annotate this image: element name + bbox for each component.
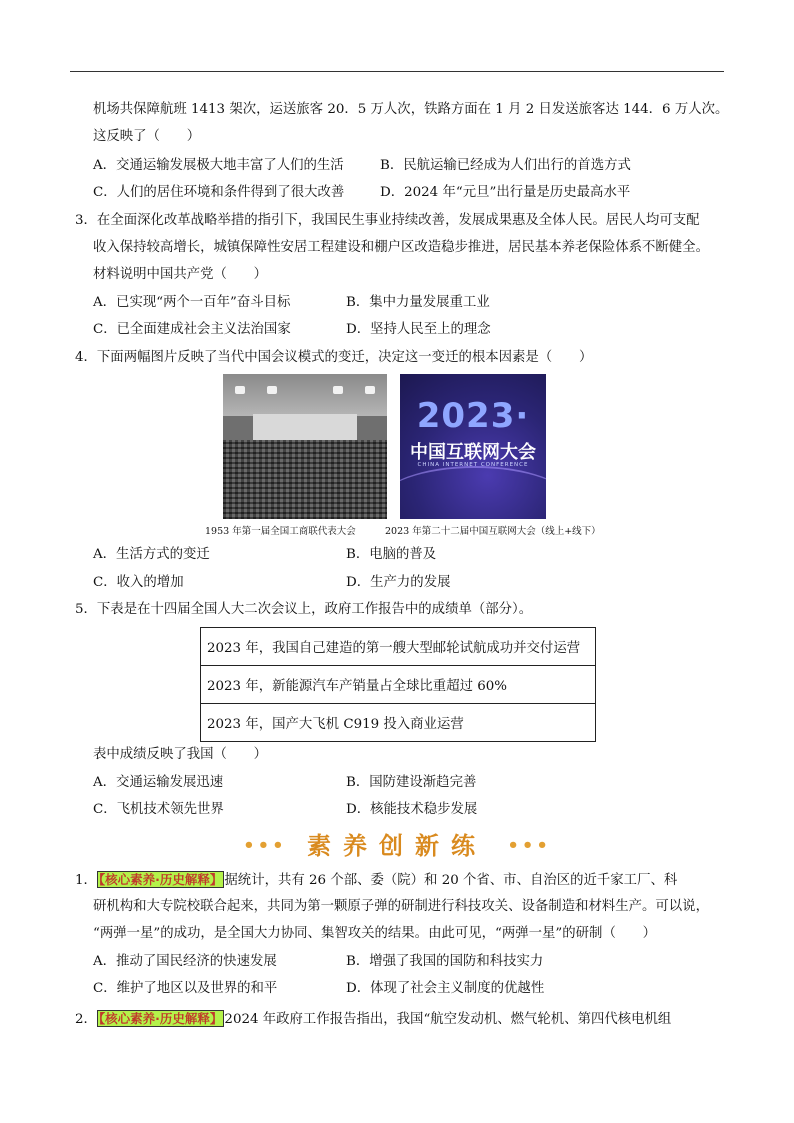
q3-option-c[interactable]: C．已全面建成社会主义法治国家 <box>93 322 291 337</box>
poster-subtitle: CHINA INTERNET CONFERENCE <box>417 462 529 468</box>
banner-dots-right: ••• <box>507 835 551 856</box>
p1-option-b[interactable]: B．增强了我国的国防和科技实力 <box>346 954 544 969</box>
q4-option-d[interactable]: D．生产力的发展 <box>346 575 451 590</box>
section-banner <box>0 826 794 861</box>
q3-option-d[interactable]: D．坚持人民至上的理念 <box>346 322 491 337</box>
q5-option-c[interactable]: C．飞机技术领先世界 <box>93 802 224 817</box>
table-cell: 2023 年，国产大飞机 C919 投入商业运营 <box>201 704 596 742</box>
q4-text-line-1: 4．下面两幅图片反映了当代中国会议模式的变迁，决定这一变迁的根本因素是（ ） <box>75 350 593 365</box>
p1-option-d[interactable]: D．体现了社会主义制度的优越性 <box>346 981 545 996</box>
p1-text: 据统计，共有 26 个部、委（院）和 20 个省、市、自治区的近千家工厂、科 <box>224 873 678 888</box>
table-cell: 2023 年，新能源汽车产销量占全球比重超过 60% <box>201 666 596 704</box>
meeting-1953-photo <box>223 374 387 519</box>
p1-text-line-2: 研机构和大专院校联合起来，共同为第一颗原子弹的研制进行科技攻关、设备制造和材料生产。可以说， <box>93 899 709 914</box>
q3-text-line-1: 3．在全面深化改革战略举措的指引下，我国民生事业持续改善，发展成果惠及全体人民。居民人均可支配 <box>75 213 700 228</box>
caption-left: 1953 年第一届全国工商联代表大会 <box>205 526 356 537</box>
q2-option-d[interactable]: D．2024 年“元旦”出行量是历史最高水平 <box>380 185 631 200</box>
q2-option-b[interactable]: B．民航运输已经成为人们出行的首选方式 <box>380 158 631 173</box>
p1-text-line-3: “两弹一星”的成功，是全国大力协同、集智攻关的结果。由此可见，“两弹一星”的研制（ ） <box>93 926 657 941</box>
q2-option-a[interactable]: A．交通运输发展极大地丰富了人们的生活 <box>93 158 344 173</box>
table-row <box>201 666 596 704</box>
p2-text-line-1 <box>75 1010 671 1029</box>
q5-option-a[interactable]: A．交通运输发展迅速 <box>93 775 224 790</box>
poster-year: 2023· <box>416 396 530 436</box>
q2-option-c[interactable]: C．人们的居住环境和条件得到了很大改善 <box>93 185 345 200</box>
q3-text-line-2: 收入保持较高增长，城镇保障性安居工程建设和棚户区改造稳步推进，居民基本养老保险体系不断健全。 <box>93 240 709 255</box>
table-row <box>201 704 596 742</box>
achievement-table <box>200 627 596 742</box>
q5-text-line-2: 表中成绩反映了我国（ ） <box>93 747 268 762</box>
q5-option-b[interactable]: B．国防建设渐趋完善 <box>346 775 477 790</box>
q5-option-d[interactable]: D．核能技术稳步发展 <box>346 802 478 817</box>
internet-conference-2023-poster <box>400 374 546 519</box>
q2-text-line-1: 机场共保障航班 1413 架次，运送旅客 20．5 万人次，铁路方面在 1 月 2 日发送旅客达 144．6 万人次。 <box>93 102 729 117</box>
core-literacy-tag: 【核心素养·历史解释】 <box>98 1011 223 1026</box>
table-cell: 2023 年，我国自己建造的第一艘大型邮轮试航成功并交付运营 <box>201 628 596 666</box>
q3-text-line-3: 材料说明中国共产党（ ） <box>93 267 268 282</box>
header-rule <box>70 71 724 72</box>
p2-number: 2． <box>75 1012 97 1027</box>
banner-dots-left: ••• <box>243 835 287 856</box>
p1-option-a[interactable]: A．推动了国民经济的快速发展 <box>93 954 277 969</box>
p1-option-c[interactable]: C．维护了地区以及世界的和平 <box>93 981 278 996</box>
banner-title: 素养创新练 <box>307 831 487 860</box>
q2-text-line-2: 这反映了（ ） <box>93 129 201 144</box>
p1-text-line-1 <box>75 871 677 890</box>
p2-text: 2024 年政府工作报告指出，我国“航空发动机、燃气轮机、第四代核电机组 <box>224 1012 672 1027</box>
table-row <box>201 628 596 666</box>
q4-option-b[interactable]: B．电脑的普及 <box>346 547 437 562</box>
q3-option-a[interactable]: A．已实现“两个一百年”奋斗目标 <box>93 295 291 310</box>
q5-text-line-1: 5．下表是在十四届全国人大二次会议上，政府工作报告中的成绩单（部分）。 <box>75 602 533 617</box>
caption-right: 2023 年第二十二届中国互联网大会（线上+线下） <box>385 526 601 537</box>
p1-number: 1． <box>75 873 97 888</box>
q3-option-b[interactable]: B．集中力量发展重工业 <box>346 295 490 310</box>
q4-option-a[interactable]: A．生活方式的变迁 <box>93 547 210 562</box>
core-literacy-tag: 【核心素养·历史解释】 <box>98 872 223 887</box>
q4-option-c[interactable]: C．收入的增加 <box>93 575 184 590</box>
poster-title: 中国互联网大会 <box>410 442 536 463</box>
